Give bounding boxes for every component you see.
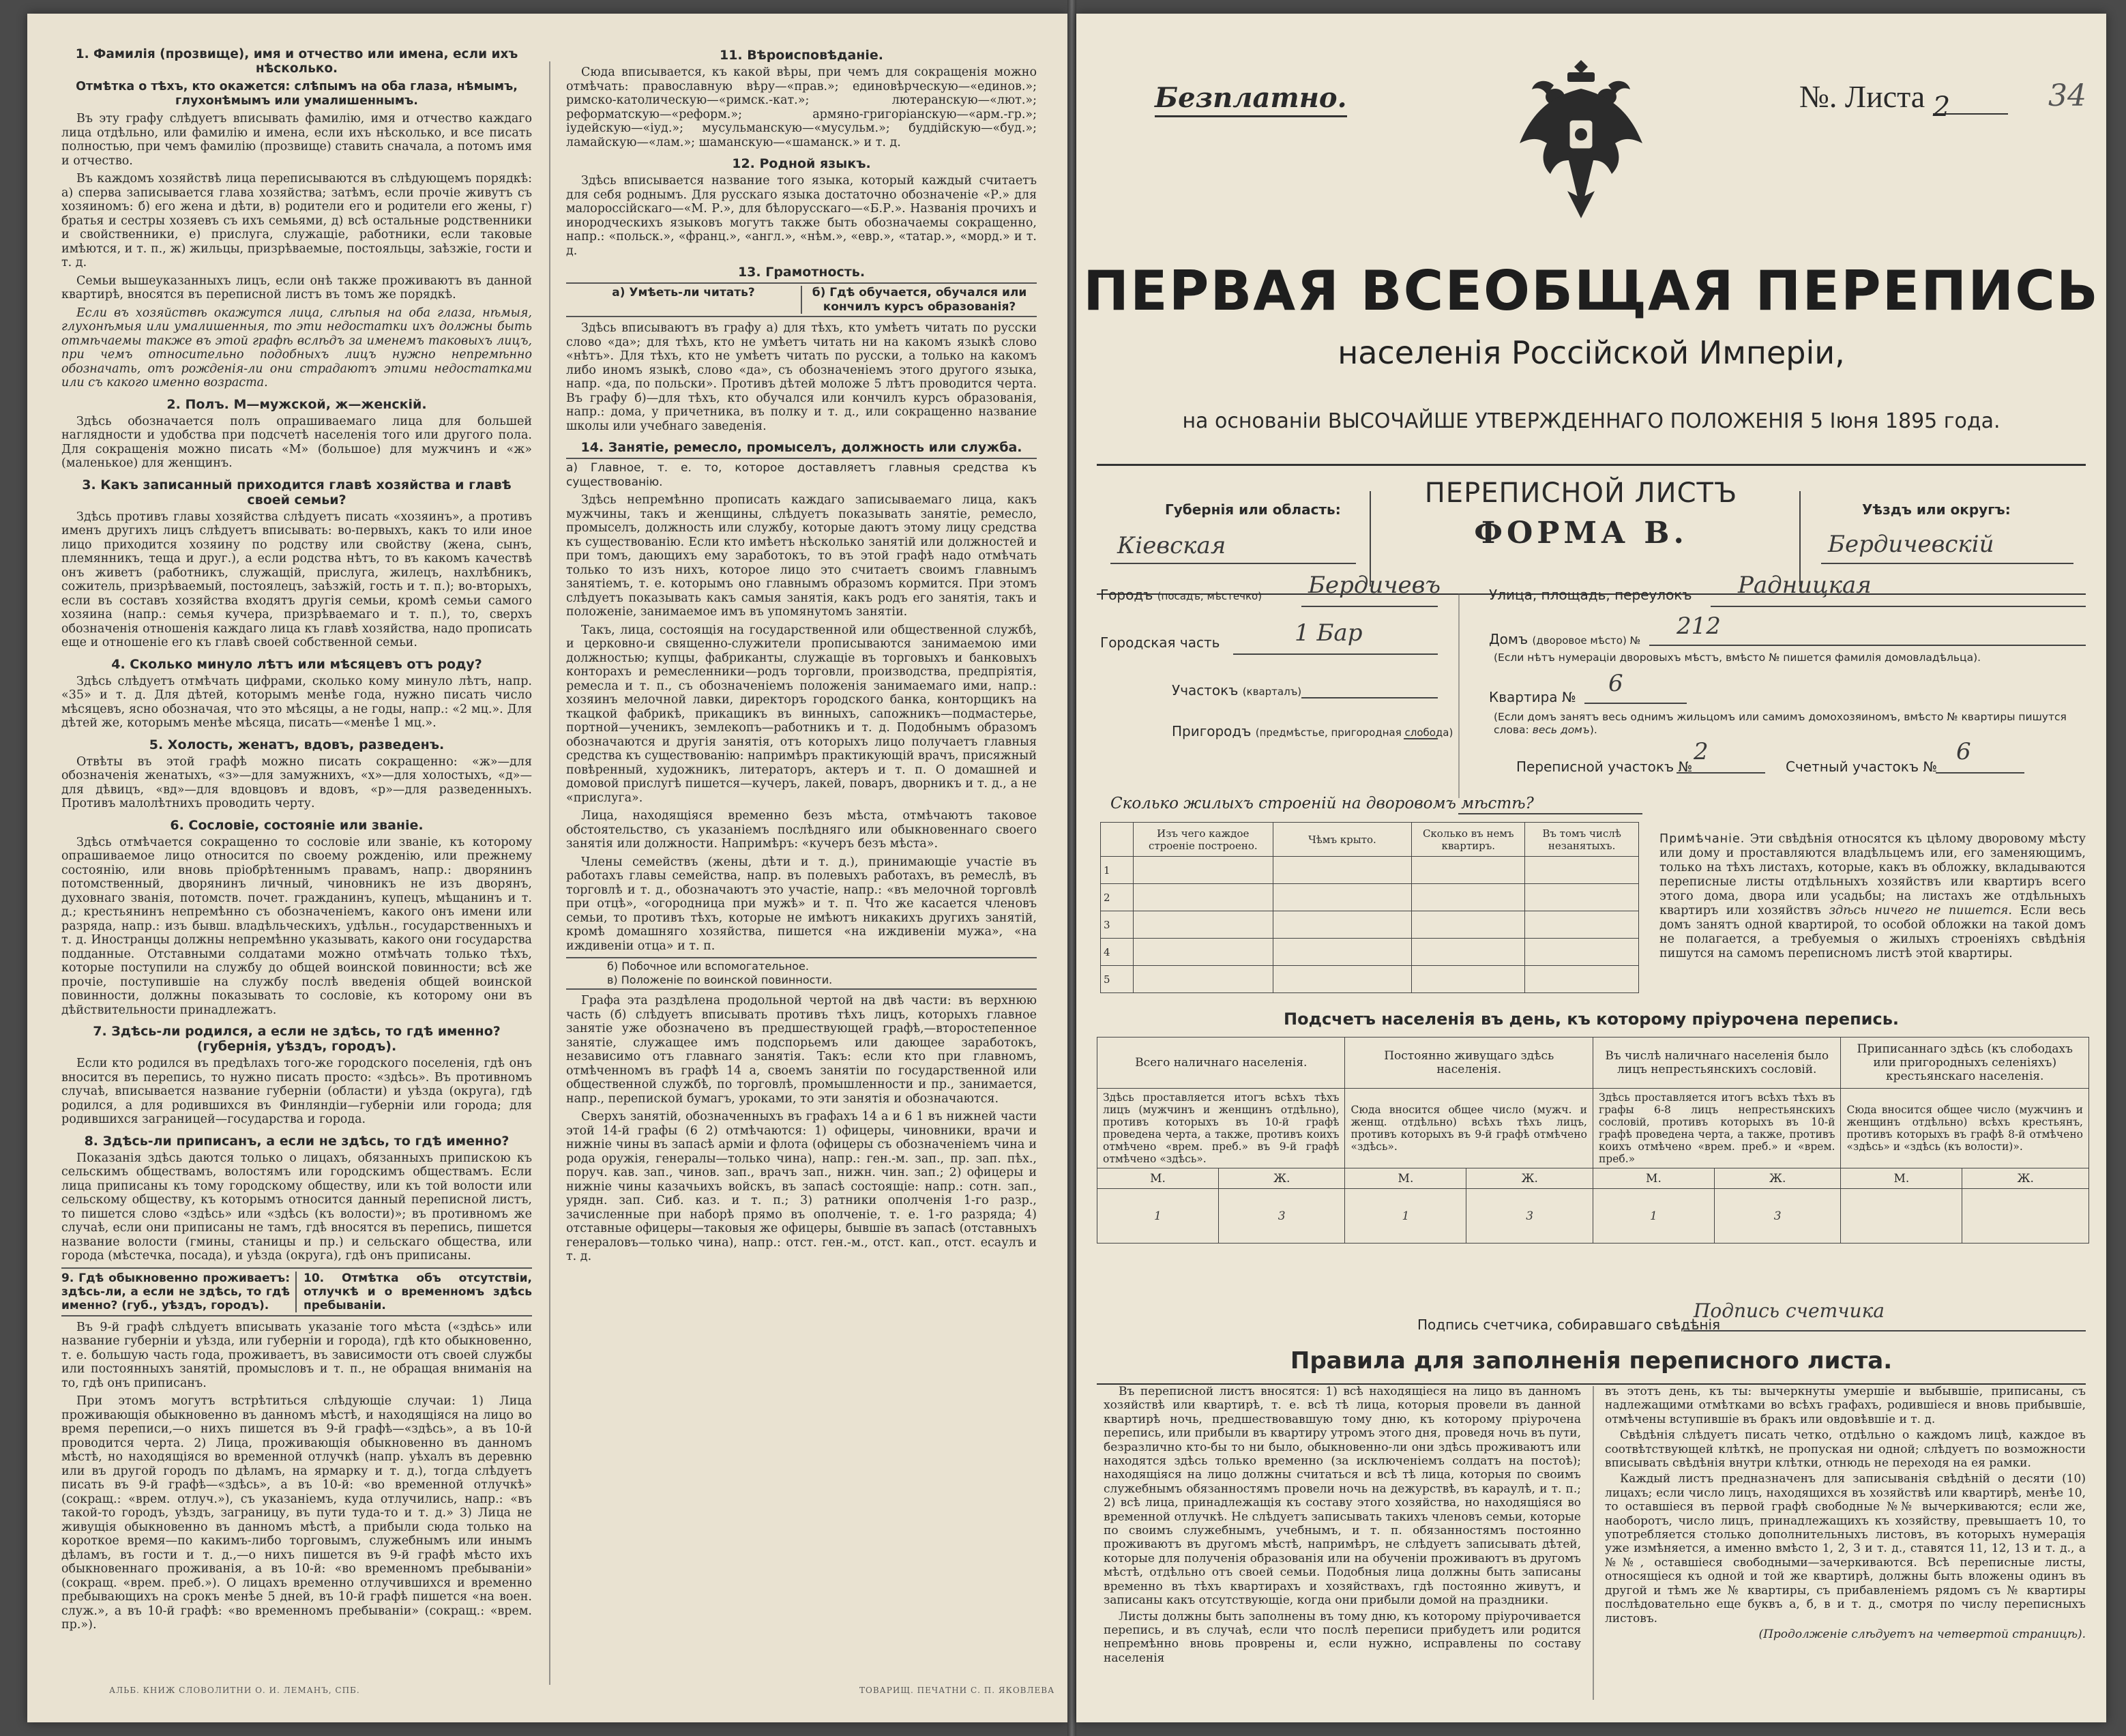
section-1-heading: 1. Фамилія (прозвище), имя и отчество или имена, если ихъ нѣсколько. xyxy=(75,47,518,76)
section-14-para: Члены семействъ (жены, дѣти и т. д.), принимающіе участіе въ работахъ главы семейства, напр. въ полевыхъ работахъ, въ ремеслѣ, въ торговлѣ и т. д., обозначаютъ это участіе, напр.: «въ мелочной торговлѣ при отцѣ», «огородница при мужѣ» и т. п. Что же касается членовъ семьи, то противъ тѣхъ, которые не имѣютъ никакихъ другихъ занятій, кромѣ домашняго хозяйства, пишется «на иждивеніи мужа», «на иждивеніи отца» и т. п. xyxy=(566,855,1037,953)
form-title-sheet: ПЕРЕПИСНОЙ ЛИСТЪ xyxy=(1424,477,1738,509)
apartment-note xyxy=(1494,711,2087,737)
suburb-underline xyxy=(1404,738,1438,739)
section-5-para: Отвѣты въ этой графѣ можно писать сокращенно: «ж»—для обозначенія женатыхъ, «з»—для замужнихъ, «х»—для холостыхъ, «д»—для дѣвицъ, «вд»—для вдовцовъ и вдовъ, «р»—для разведенныхъ. Противъ малолѣтнихъ проводить черту. xyxy=(61,754,532,810)
note-italic: здѣсь ничего не пишется. xyxy=(1829,904,2012,917)
city-underline xyxy=(1301,606,1438,607)
left-column-1 xyxy=(61,48,532,1636)
row-number: 2 xyxy=(1101,884,1134,911)
row-number: 5 xyxy=(1101,966,1134,993)
section-14-b: б) Побочное или вспомогательное. xyxy=(607,960,809,973)
row-number: 4 xyxy=(1101,939,1134,966)
city-value: Бердичевъ xyxy=(1308,572,1441,599)
section-12-para: Здѣсь вписывается название того языка, который каждый считаетъ для себя роднымъ. Для русскаго языка достаточно обозначеніе «Р.» для малороссійскаго—«М. Р.», для бѣлорусскаго—«Б.Р.». Названія прочихъ и инородческихъ языковъ могутъ также быть обозначаемы сокращенно, напр.: «польск.», «франц.», «англ.», «нѣм.», «евр.», «татар.», «морд.» и т. д. xyxy=(566,174,1037,258)
count-value: 3 xyxy=(1218,1189,1345,1244)
section-2-para: Здѣсь обозначается полъ опрашиваемаго лица для большей наглядности и удобства при подсчетѣ населенія того или другого пола. Для сокращенія можно писать «М» (большое) для мужчинъ и «ж» (маленькое) для женщинъ. xyxy=(61,414,532,470)
city-part-underline xyxy=(1233,653,1438,655)
population-count-table xyxy=(1097,1037,2089,1244)
address-divider xyxy=(1458,593,1460,798)
census-area-value: 2 xyxy=(1694,738,1709,765)
city-note: (посадъ, мѣстечко) xyxy=(1157,590,1263,602)
section-11-heading: 11. Вѣроисповѣданіе. xyxy=(719,48,884,63)
section-13-para: Здѣсь вписываютъ въ графу а) для тѣхъ, кто умѣетъ читать по русски слово «да»; для тѣхъ, кто не умѣетъ читать ни на какомъ языкѣ слово «нѣтъ». Для тѣхъ, кто не умѣетъ читать по русски, а только на какомъ либо иномъ языкѣ, слово «да», съ обозначеніемъ этого другого языка, напр. «да, по польски». Противъ дѣтей моложе 5 лѣтъ проводится черта. Въ графу б)—для тѣхъ, кто обучался или кончилъ курсъ образованія, напр.: дома, у причетника, въ полку и т. д., или сокращенно название школы или учебнаго заведенія. xyxy=(566,321,1037,433)
apartment-label: Квартира № xyxy=(1489,689,1576,705)
rules-column-1 xyxy=(1104,1385,1581,1667)
rules-para: Свѣдѣнія слѣдуетъ писать четко, отдѣльно о каждомъ лицѣ, каждое въ соотвѣтствующей клѣткѣ, не пропуская ни одной; слѣдуетъ по возможности вписывать свѣдѣнія внутри клѣтки, отнюдь не переходя на ея рамки. xyxy=(1605,1428,2086,1471)
count-value: 1 xyxy=(1593,1189,1714,1244)
count-value: 1 xyxy=(1097,1189,1219,1244)
table-row xyxy=(1101,857,1639,884)
signature-underline xyxy=(1683,1330,2086,1332)
suburb-note: (предмѣстье, пригородная слобода) xyxy=(1255,726,1453,739)
section-note: (кварталъ) xyxy=(1242,686,1302,698)
section-8-heading: 8. Здѣсь-ли приписанъ, а если не здѣсь, то гдѣ именно? xyxy=(84,1133,510,1149)
sex-female-label: Ж. xyxy=(1962,1168,2089,1189)
form-title xyxy=(1376,477,1786,550)
sex-male-label: М. xyxy=(1593,1168,1714,1189)
suburb-label: Пригородъ xyxy=(1172,723,1252,739)
house-field xyxy=(1489,631,1640,647)
double-headed-eagle-emblem xyxy=(1513,55,1649,225)
section-14-para: Сверхъ занятій, обозначенныхъ въ графахъ 14 а и 6 1 въ нижней части этой 14-й графы (6 2) отмѣчаются: 1) офицеры, чиновники, врачи и нижніе чины въ запасѣ арміи и флота (офицеры съ обозначеніемъ чина и рода оружія, генералы—только чина), напр.: ген.-м. зап., пр. зап. пѣх., поруч. кав. зап., чинов. зап., врачъ зап., нижн. чин. зап.; 2) офицеры и нижніе чины казачьихъ войскъ, въ запасѣ состоящіе: напр.: сотн. зап., урядн. зап. Сиб. каз. и т. п.; 3) ратники ополченія 1-го разр., зачисленные при наборѣ прямо въ ополченіе, т. е. 1-го разряда; 4) отставные офицеры—таковыя же офицеры, бывшіе въ запасѣ (отставныхъ генераловъ—только чина), напр.: отст. ген.-м., отст. кап., отст. есаулъ и т. д. xyxy=(566,1110,1037,1263)
section-9-para: Въ 9-й графѣ слѣдуетъ вписывать указаніе того мѣста («здѣсь» или название губерніи и уѣзда, или губерніи и города), гдѣ кто обыкновенно, т. е. большую часть года, проживаетъ, въ зависимости отъ своей службы или постоянныхъ занятій, промысловъ и т. п., не обращая вниманія на то, гдѣ онъ приписанъ. xyxy=(61,1320,532,1390)
section-13-subheads xyxy=(566,282,1037,317)
row-number: 3 xyxy=(1101,911,1134,939)
buildings-header-roof: Чѣмъ крыто. xyxy=(1273,823,1412,857)
rules-title: Правила для заполненія переписного листа. xyxy=(1290,1347,1893,1374)
count-value: 1 xyxy=(1345,1189,1466,1244)
count-header-present: Всего наличнаго населенія. xyxy=(1097,1038,1345,1089)
margin-number: 34 xyxy=(2048,78,2086,113)
section-1-para: Семьи вышеуказанныхъ лицъ, если онѣ также проживаютъ въ данной квартирѣ, вносятся въ переписной листъ въ томъ же порядкѣ. xyxy=(61,274,532,301)
section-13-a: а) Умѣеть-ли читать? xyxy=(566,286,802,314)
sex-female-label: Ж. xyxy=(1714,1168,1841,1189)
sex-male-label: М. xyxy=(1841,1168,1962,1189)
buildings-underline xyxy=(1458,813,1642,814)
buildings-header-material: Изъ чего каждое строеніе построено. xyxy=(1133,823,1273,857)
buildings-question: Сколько жилыхъ строеній на дворовомъ мѣстѣ? xyxy=(1110,795,1534,812)
sheet-number-label: №. Листа xyxy=(1799,79,1925,114)
free-label: Безплатно. xyxy=(1155,82,1347,117)
house-label: Домъ xyxy=(1489,631,1529,647)
note-text-2: Если весь домъ занятъ одной квартирой, то особой обложки на такой домъ не полагается, а требуемыя о жилыхъ строеніяхъ свѣдѣнія пишутся на самомъ переписномъ листѣ этой квартиры. xyxy=(1659,904,2086,960)
section-14-a: а) Главное, т. е. то, которое доставляетъ главныя средства къ существованію. xyxy=(566,458,1037,489)
left-column-2 xyxy=(566,48,1037,1268)
count-desc-peasant: Сюда вносится общее число (мужчинъ и женщинъ отдѣльно) всѣхъ крестьянъ, противъ которыхъ въ графѣ 8-й отмѣчено «здѣсь» и «здѣсь (къ волости)». xyxy=(1841,1089,2089,1168)
table-row xyxy=(1101,939,1639,966)
city-part-label: Городская часть xyxy=(1100,634,1220,651)
sheet-number xyxy=(1799,78,2008,123)
province-underline xyxy=(1110,563,1356,564)
count-header-permanent: Постоянно живущаго здѣсь населенія. xyxy=(1345,1038,1593,1089)
rules-para: Въ переписной листъ вносятся: 1) всѣ находящіеся на лицо въ данномъ хозяйствѣ или квартирѣ, т. е. всѣ тѣ лица, которыя провели въ данной квартирѣ ночь, предшествовавшую тому дню, къ которому пріурочена перепись, или прибыли въ квартиру утромъ этого дня, проведя ночь въ пути, безразлично кто-бы то ни было, обыкновенно-ли они здѣсь проживаютъ или находятся здѣсь только временно (за исключеніемъ солдатъ на постоѣ); находящіяся на лицо должны считаться и всѣ тѣ лица, которыя по своимъ служебнымъ обязанностямъ провели ночь на дежурствѣ, въ караулѣ, и т. п.; 2) всѣ лица, принадлежащія къ составу этого хозяйства, но находящіяся во временной отлучкѣ. Не слѣдуетъ записывать такихъ членовъ семьи, которые по своимъ служебнымъ, учебнымъ, и т. п. обязанностямъ постоянно проживаютъ въ другомъ мѣстѣ, напримѣръ, не слѣдуетъ записывать дѣтей, которые для полученія образованія или на обученіи проживаютъ въ другомъ мѣстѣ, отдѣльно отъ своей семьи. Подобныя лица должны быть записаны временно въ тѣхъ квартирахъ и хозяйствахъ, гдѣ постоянно живутъ, и записаны какъ отсутствующіе, когда они прибыли домой на праздники. xyxy=(1104,1385,1581,1608)
section-14-bc-header xyxy=(566,957,1037,990)
population-count-title: Подсчетъ населенія въ день, къ которому пріурочена перепись. xyxy=(1284,1010,1899,1029)
count-value xyxy=(1962,1189,2089,1244)
rules-continued: (Продолженіе слѣдуетъ на четвертой страницѣ). xyxy=(1758,1627,2086,1641)
section-1-subheading: Отмѣтка о тѣхъ, кто окажется: слѣпымъ на оба глаза, нѣмымъ, глухонѣмымъ или умалишеннымъ. xyxy=(76,80,518,108)
signature-label: Подпись счетчика, собиравшаго свѣдѣнія xyxy=(1417,1316,1721,1333)
count-value: 3 xyxy=(1466,1189,1593,1244)
section-12-heading: 12. Родной языкъ. xyxy=(732,156,871,171)
count-header-peasant: Приписаннаго здѣсь (къ слободахъ или пригородныхъ селеніяхъ) крестьянскаго населенія. xyxy=(1841,1038,2089,1089)
section-13-heading: 13. Грамотность. xyxy=(737,265,866,280)
section-9-10-header xyxy=(61,1267,532,1316)
section-1-para: Въ каждомъ хозяйствѣ лица переписываются въ слѣдующемъ порядкѣ: а) сперва записывается глава хозяйства; затѣмъ, если прочіе живутъ съ хозяиномъ: б) его жена и дѣти, в) родители его и родители его жены, г) братья и сестры хозяевъ съ ихъ семьями, д) всѣ остальные родственники и свойственники, е) прислуга, служащіе, работники, если таковые имѣются, и т. п., ж) жильцы, призрѣваемые, постояльцы, заѣзжіе, гости и т. д. xyxy=(61,172,532,269)
buildings-header-apartments: Сколько въ немъ квартиръ. xyxy=(1412,823,1525,857)
count-value: 3 xyxy=(1714,1189,1841,1244)
apartment-note-text: (Если домъ занятъ весь однимъ жильцомъ или самимъ домохозяиномъ, вмѣсто № квартиры пишутся слова: xyxy=(1494,711,2067,736)
left-page xyxy=(27,14,1067,1722)
house-value: 212 xyxy=(1677,613,1721,640)
section-14-para: Графа эта раздѣлена продольной чертой на двѣ части: въ верхнюю часть (б) слѣдуетъ вписывать противъ тѣхъ лицъ, которыхъ главное занятіе уже обозначено въ предшествующей графѣ,—второстепенное занятіе, служащее имъ подспорьемъ или дающее заработокъ, независимо отъ главнаго занятія. Такъ: если кто при главномъ, отмѣченномъ въ графѣ 14 а, своемъ занятіи по государственной или общественной службѣ, по торговлѣ, промышленности и пр., занимается, напр., перепиской бумагъ, уроками, то эти занятія и обозначаются. xyxy=(566,994,1037,1106)
province-value: Кіевская xyxy=(1117,532,1226,559)
count-area-label: Счетный участокъ № xyxy=(1786,759,1938,775)
rules-para: Каждый листъ предназначенъ для записыванія свѣдѣній о десяти (10) лицахъ; если число лицъ, находящихся въ хозяйствѣ или квартирѣ, менѣе 10, то оставшіеся въ первой графѣ свободные №№ вычеркиваются; если же, наоборотъ, число лицъ, принадлежащихъ къ хозяйству, превышаетъ 10, то употребляется столько дополнительныхъ листовъ, въ которыхъ нумерація уже измѣняется, а именно вмѣсто 1, 2, 3 и т. д., ставятся 11, 12, 13 и т. д., а №№, оставшіеся свободными—зачеркиваются. Всѣ переписные листы, относящіеся къ одной и той же квартирѣ, должны быть вложены одинъ въ другой и тѣмъ же № квартиры, съ прибавленіемъ рядомъ съ № квартиры послѣдовательно еще буквъ а, б, в и т. д., смотря по числу переписныхъ листовъ. xyxy=(1605,1472,2086,1625)
section-8-para: Показанія здѣсь даются только о лицахъ, обязанныхъ припискою къ сельскимъ обществамъ, волостямъ или городскимъ обществамъ. Если лица приписаны къ тому городскому обществу, или къ той волости или сельскому обществу, къ которымъ относится данный переписной листъ, то пишется слово «здѣсь» или «здѣсь (къ волости)»; въ противномъ же случаѣ, если они приписаны не тамъ, гдѣ вносятся въ перепись, пишется название волости (гмины, станицы и пр.) и сельскаго общества, или города (мѣстечка, посада), и уѣзда (округа), гдѣ онъ приписаны. xyxy=(61,1151,532,1263)
apartment-note-end: ). xyxy=(1589,724,1597,736)
census-subtitle: населенія Россійской Имперіи, xyxy=(1338,334,1845,371)
section-14-para: Такъ, лица, состоящія на государственной или общественной службѣ, и церковно-и священно-служители прописываются занимаемою ими должностью; купцы, фабриканты, служащіе въ торговыхъ и банковыхъ конторахъ и ремесленники—родъ торговли, производства, предпріятія, ремесла и т. п., съ обозначеніемъ положенія занимаемаго ими, напр.: хозяинъ мелочной лавки, директоръ городского банка, конторщикъ на ткацкой фабрикѣ, прикащикъ въ винныхъ, сапожникъ—подмастерье, портной—ученикъ, землекопъ—работникъ и т. д. Подобнымъ образомъ обозначаются и другія занятія, отъ которыхъ лицо получаетъ главныя средства къ существованію: напримѣръ практикующій врачъ, присяжный повѣренный, художникъ, литераторъ, актеръ и т. п. О домашней и домовой прислугѣ пишется—кучеръ, лакей, поваръ, дворникъ и т. д., а не «прислуга». xyxy=(566,623,1037,805)
buildings-num-header xyxy=(1101,823,1134,857)
count-value xyxy=(1841,1189,1962,1244)
house-note: (дворовое мѣсто) № xyxy=(1532,634,1641,647)
province-label: Губернія или область: xyxy=(1165,501,1341,518)
right-page xyxy=(1076,14,2106,1722)
sex-female-label: Ж. xyxy=(1466,1168,1593,1189)
section-3-heading: 3. Какъ записанный приходится главѣ хозяйства и главѣ своей семьи? xyxy=(82,477,512,507)
section-4-para: Здѣсь слѣдуетъ отмѣчать цифрами, сколько кому минуло лѣтъ, напр. «35» и т. д. Для дѣтей, которымъ менѣе года, нужно писать число мѣсяцевъ, ясно обозначая, что это мѣсяцы, а не годы, напр.: «2 мц.». Для дѣтей же, которымъ менѣе мѣсяца, писать—«менѣе 1 мц.». xyxy=(61,674,532,730)
sheet-number-value: 2 xyxy=(1933,91,2008,115)
note-label: Примѣчаніе. xyxy=(1659,832,1745,846)
census-area-label: Переписной участокъ № xyxy=(1516,759,1693,775)
top-rule xyxy=(1097,464,2086,466)
note-text: Эти свѣдѣнія относятся къ цѣлому дворовому мѣсту или дому и проставляются владѣльцемъ или, его заменяющимъ, только на тѣхъ листахъ, которые, какъ въ обложку, вкладываются переписные листы отдѣльныхъ хозяйствъ или квартиръ всего этого дома, двора или усадьбы; на листахъ же отдѣльныхъ квартиръ или хозяйствъ xyxy=(1659,832,2086,917)
section-4-heading: 4. Сколько минуло лѣтъ или мѣсяцевъ отъ роду? xyxy=(111,656,482,672)
apartment-note-italic: весь домъ xyxy=(1532,724,1590,736)
section-1-para: Если въ хозяйствѣ окажутся лица, слѣпыя на оба глаза, нѣмыя, глухонѣмыя или умалишенныя, то эти недостатки ихъ должны быть отмѣчаемы также въ этой графѣ вслѣдъ за именемъ таковыхъ лицъ, при чемъ относительно подобныхъ лицъ нужно непремѣнно обозначать, отъ рожденія-ли они страдаютъ этими недостатками или съ какого именно возраста. xyxy=(61,306,532,389)
street-value: Радницкая xyxy=(1738,572,1872,599)
count-desc-nonpeasant: Здѣсь проставляется итогъ всѣхъ тѣхъ въ графы 6-8 лицъ непрестьянскихъ сословій, противъ которыхъ въ 10-й графѣ проведена черта, а также, противъ коихъ отмѣчено «врем. преб.» и «врем. преб.» xyxy=(1593,1089,1840,1168)
book-gutter xyxy=(1067,0,1076,1736)
buildings-header-vacant: Въ томъ числѣ незанятыхъ. xyxy=(1525,823,1639,857)
apartment-value: 6 xyxy=(1608,670,1623,697)
apartment-underline xyxy=(1584,703,1687,704)
buildings-note xyxy=(1659,832,2086,961)
city-label: Городъ xyxy=(1100,587,1153,603)
suburb-field xyxy=(1172,723,1453,739)
section-10-heading: 10. Отмѣтка объ отсутствіи, отлучкѣ и о временномъ здѣсь пребываніи. xyxy=(304,1271,532,1312)
census-title: ПЕРВАЯ ВСЕОБЩАЯ ПЕРЕПИСЬ xyxy=(1083,259,2099,323)
sex-male-label: М. xyxy=(1097,1168,1219,1189)
section-field xyxy=(1172,682,1301,698)
house-underline xyxy=(1649,645,2086,646)
count-area-value: 6 xyxy=(1956,738,1971,765)
count-desc-permanent: Сюда вносится общее число (мужч. и женщ. отдѣльно) всѣхъ тѣхъ лицъ, противъ которыхъ въ 9-й графѣ отмѣчено «здѣсь». xyxy=(1345,1089,1593,1168)
section-7-heading: 7. Здѣсь-ли родился, а если не здѣсь, то гдѣ именно? (губернія, уѣздъ, городъ). xyxy=(93,1024,501,1054)
buildings-table xyxy=(1100,822,1639,993)
section-6-para: Здѣсь отмѣчается сокращенно то сословіе или званіе, къ которому опрашиваемое лицо относится по своему рожденію, или прежнему состоянію, или вновь пріобрѣтеннымъ правамъ, напр.: дворянинъ потомственный, дворянинъ личный, чиновникъ не изъ дворянъ, духовнаго званія, потомств. почет. гражданинъ, купецъ, мѣщанинъ и т. д.; крестьянинъ непремѣнно съ обозначеніемъ, какого онъ имени или разряда, напр.: изъ бывш. владѣльческихъ, удѣльн., государственныхъ и т. д. Иностранцы должны непремѣнно указывать, какого они государства подданные. Отставными солдатами можно отмѣчать только тѣхъ, которые поступили на службу до общей воинской повинности; всѣ же прочіе, поступившіе на службу послѣ введенія общей воинской повинности, должны показывать то сословіе, къ которому они въ дѣйствительности принадлежатъ. xyxy=(61,835,532,1017)
section-5-heading: 5. Холость, женатъ, вдовъ, разведенъ. xyxy=(149,737,445,752)
district-underline xyxy=(1821,563,2073,564)
sex-male-label: М. xyxy=(1345,1168,1466,1189)
rules-para: Листы должны быть заполнены въ тому дню, къ которому пріурочивается перепись, и въ случаѣ, если что послѣ переписи прибудетъ или родится непремѣнно вновь проврены и, если нужно, исправлены по составу населенія xyxy=(1104,1609,1581,1665)
count-header-nonpeasant: Въ числѣ наличнаго населенія было лицъ непрестьянскихъ сословій. xyxy=(1593,1038,1840,1089)
section-7-para: Если кто родился въ предѣлахъ того-же городского поселенія, гдѣ онъ вносится въ перепись, то нужно писать просто: «здѣсь». Въ противномъ случаѣ, вписывается название губерніи (области) и уѣзда (округа), гдѣ родился, а для родившихся въ Финляндіи—губерніи или города; для родившихся заграницей—государства и города. xyxy=(61,1057,532,1126)
printer-footer-left: АЛЬБ. КНИЖ СЛОВОЛИТНИ О. И. ЛЕМАНЪ, СПБ. xyxy=(109,1686,360,1695)
section-14-c: в) Положеніе по воинской повинности. xyxy=(607,973,833,986)
section-6-heading: 6. Сословіе, состояніе или званіе. xyxy=(170,817,424,833)
city-part-value: 1 Бар xyxy=(1295,619,1363,647)
table-row xyxy=(1101,884,1639,911)
table-row xyxy=(1101,966,1639,993)
rules-para: въ этотъ день, къ ты: вычеркнуты умершіе и выбывшіе, приписаны, съ надлежащими отмѣтками во всѣхъ графахъ, родившіеся и вновь прибывшіе, отмѣчены вступившіе въ бракъ или овдовѣвшіе и т. д. xyxy=(1605,1385,2086,1426)
district-value: Бердичевскій xyxy=(1828,531,1994,558)
section-1-para: Въ эту графу слѣдуетъ вписывать фамилію, имя и отчество каждаго лица отдѣльно, или фамилію и имена, если ихъ нѣсколько, и все писать полностью, при чемъ фамилію (прозвище) ставить сначала, а потомъ имя и отчество. xyxy=(61,112,532,168)
section-9-para: При этомъ могутъ встрѣтиться слѣдующіе случаи: 1) Лица проживающія обыкновенно въ данномъ мѣстѣ, и находящіяся на лицо во время переписи,—о нихъ пишется въ 9-й графѣ—«здѣсь», а въ 10-й проводится черта. 2) Лица, проживающія обыкновенно въ данномъ мѣстѣ, но находящіяся во временной отлучкѣ (напр. уѣхалъ въ деревню или въ другой городъ по дѣламъ, на ярмарку и т. д.), тогда слѣдуетъ писать въ 9-й графѣ—«здѣсь», а въ 10-й: «во временной отлучкѣ» (сокращ.: «врем. отлуч.»), съ указаніемъ, куда отлучились, напр.: «въ такой-то городъ, уѣздъ, заграницу, въ пути туда-то и т. д.» 3) Лица не живущія обыкновенно въ данномъ мѣстѣ, а прибыли сюда только на короткое время—по какимъ-либо торговымъ, служебнымъ или инымъ дѣламъ, въ гости и т. д.,—о нихъ пишется въ 9-й графѣ мѣсто ихъ обыкновеннаго проживанія, а въ 10-й: «во временномъ пребываніи» (сокращ. «врем. преб.»). О лицахъ временно отлучившихся и временно пребывающихъ на срокъ менѣе 5 дней, въ 10-й графѣ пишется «на воен. служ.», а въ 10-й графѣ: «во временномъ пребываніи» (сокращ.: «врем. пр.»). xyxy=(61,1394,532,1632)
rules-divider xyxy=(1593,1386,1594,1700)
printer-footer-right: ТОВАРИЩ. ПЕЧАТНИ С. П. ЯКОВЛЕВА xyxy=(859,1686,1055,1695)
section-3-para: Здѣсь противъ главы хозяйства слѣдуетъ писать «хозяинъ», а противъ именъ другихъ лицъ слѣдуетъ вписывать: во-первыхъ, какъ то или иное лицо приходится хозяину по родству или свойству (жена, сынъ, племянникъ, теща и друг.), а если родства нѣтъ, то въ какомъ качествѣ онъ живетъ (работникъ, служащій, прислуга, жилецъ, нахлѣбникъ, сожитель, призрѣваемый, постоялецъ, заѣзжій, гость и т. п.); во-вторыхъ, если въ составъ хозяйства входятъ другія семьи, кромѣ семьи самого хозяина (напр.: семья кучера, призрѣваемаго и т. п.), то, сверхъ обозначенія отношенія каждаго лица къ главѣ хозяйства, надо прописать еще и отношеніе его къ главѣ своей собственной семьи. xyxy=(61,510,532,649)
district-label: Уѣздъ или округъ: xyxy=(1862,501,2011,518)
street-label: Улица, площадь, переулокъ xyxy=(1489,587,1692,603)
count-desc-present: Здѣсь проставляется итогъ всѣхъ тѣхъ лицъ (мужчинъ и женщинъ отдѣльно), противъ которыхъ въ 10-й графѣ проведена черта, а также, противъ коихъ отмѣчено «врем. преб.» въ 9-й графѣ отмѣчено «здѣсь». xyxy=(1097,1089,1345,1168)
section-9-heading: 9. Гдѣ обыкновенно проживаетъ: здѣсь-ли, а если не здѣсь, то гдѣ именно? (губ., уѣздъ, городъ). xyxy=(61,1271,297,1312)
section-11-para: Сюда вписывается, къ какой вѣры, при чемъ для сокращенія можно отмѣчать: православную вѣру—«прав.»; единовѣрческую—«единов.»; римско-католическую—«римск.-кат.»; лютеранскую—«лют.»; реформатскую—«реформ.»; армяно-григоріанскую—«арм.-гр.»; іудейскую—«іуд.»; мусульманскую—«мусульм.»; буддійскую—«буд.»; ламайскую—«лам.»; шаманскую—«шаманск.» и т. д. xyxy=(566,65,1037,149)
table-row xyxy=(1101,911,1639,939)
section-14-para: Лица, находящіяся временно безъ мѣста, отмѣчаютъ таковое обстоятельство, съ указаніемъ послѣдняго или обыкновеннаго своего занятія или должности. Напримѣръ: «кучеръ безъ мѣста». xyxy=(566,809,1037,851)
row-number: 1 xyxy=(1101,857,1134,884)
section-14-heading: 14. Занятіе, ремесло, промыселъ, должность или служба. xyxy=(580,440,1022,455)
section-underline xyxy=(1301,697,1438,698)
section-13-b: б) Гдѣ обучается, обучался или кончилъ курсъ образованія? xyxy=(812,286,1027,314)
signature-value: Подпись счетчика xyxy=(1694,1299,1885,1322)
form-title-form: ФОРМА В. xyxy=(1474,516,1688,550)
count-area-underline xyxy=(1936,772,2024,774)
city-field xyxy=(1100,587,1262,603)
house-note-2: (Если нѣтъ нумераціи дворовыхъ мѣстъ, вмѣсто № пишется фамилія домовладѣльца). xyxy=(1494,651,1981,664)
section-2-heading: 2. Полъ. М—мужской, ж—женскій. xyxy=(166,396,427,412)
street-underline xyxy=(1711,606,2086,607)
rules-column-2 xyxy=(1605,1385,2086,1643)
section-label: Участокъ xyxy=(1172,682,1239,698)
legal-basis: на основаніи ВЫСОЧАЙШЕ УТВЕРЖДЕННАГО ПОЛОЖЕНІЯ 5 Іюня 1895 года. xyxy=(1182,409,2000,433)
column-divider xyxy=(549,61,550,1685)
section-14-para: Здѣсь непремѣнно прописать каждаго записываемаго лица, какъ мужчины, такъ и женщины, слѣдуетъ показывать занятіе, ремесло, промыселъ, должность или службу, которые даютъ этому лицу средства къ существованію. Если кто имѣетъ нѣсколько занятій или должностей и при томъ, дающихъ ему заработокъ, то въ этой графѣ надо отмѣчать только то изъ нихъ, которое лицо это считаетъ своимъ главнымъ занятіемъ, т. е. которымъ оно главнымъ образомъ кормится. При этомъ слѣдуетъ показывать какъ самыя занятія, какъ родъ его занятія, такъ и положеніе, занимаемое имъ въ упомянутомъ занятіи. xyxy=(566,493,1037,619)
census-area-underline xyxy=(1677,772,1765,774)
sex-female-label: Ж. xyxy=(1218,1168,1345,1189)
